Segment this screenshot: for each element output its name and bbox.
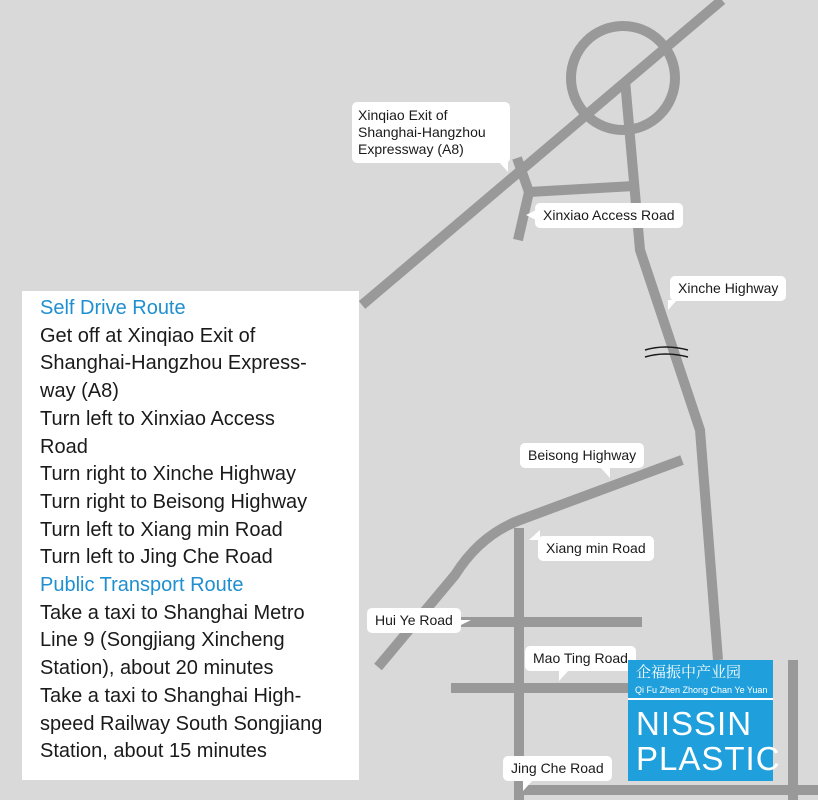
company-logo-line-1: NISSIN: [636, 705, 753, 742]
self-drive-line: Turn left to Xinxiao Access: [40, 407, 275, 430]
callout-xinche-highway-label: Xinche Highway: [678, 280, 779, 296]
public-transport-title: Public Transport Route: [40, 574, 244, 597]
callout-jing-che-road: [503, 756, 612, 781]
company-marker: [628, 660, 781, 781]
self-drive-line: Road: [40, 435, 88, 458]
callout-xiang-min-road: [538, 536, 654, 561]
company-name-cn: 企福振中产业园: [636, 664, 742, 681]
beisong-highway: [378, 460, 682, 667]
callout-xinqiao-exit: [352, 102, 510, 163]
callout-beisong-highway-label: Beisong Highway: [528, 447, 637, 463]
callout-mao-ting-road-label: Mao Ting Road: [533, 650, 628, 666]
callout-xinqiao-exit-line-1: Xinqiao Exit of: [358, 107, 448, 123]
company-logo-line-2: PLASTIC: [636, 740, 781, 777]
public-transport-line: speed Railway South Songjiang: [40, 712, 323, 735]
self-drive-line: Turn left to Xiang min Road: [40, 518, 283, 541]
callout-xinxiao-access-road-label: Xinxiao Access Road: [543, 207, 675, 223]
company-name-pinyin: Qi Fu Zhen Zhong Chan Ye Yuan: [635, 685, 768, 695]
xinche-highway: [625, 80, 718, 660]
public-transport-line: Station, about 15 minutes: [40, 740, 267, 763]
self-drive-line: Shanghai-Hangzhou Express-: [40, 352, 307, 375]
public-transport-line: Station), about 20 minutes: [40, 657, 274, 680]
callout-beisong-highway: [520, 443, 644, 468]
callout-xinche-highway: [670, 276, 786, 301]
xinxiao-access-road: [529, 186, 634, 192]
company-logo: [636, 706, 781, 776]
callout-hui-ye-road-label: Hui Ye Road: [375, 612, 453, 628]
callout-mao-ting-road: [525, 646, 636, 671]
self-drive-line: Turn right to Xinche Highway: [40, 463, 297, 486]
callout-xinqiao-exit-line-3: Expressway (A8): [358, 141, 464, 157]
self-drive-line: Get off at Xinqiao Exit of: [40, 324, 256, 347]
callout-hui-ye-road: [367, 608, 461, 633]
self-drive-title: Self Drive Route: [40, 297, 186, 319]
public-transport-line: Line 9 (Songjiang Xincheng: [40, 629, 285, 652]
callout-xinxiao-access-road: [535, 203, 683, 228]
self-drive-line: Turn left to Jing Che Road: [40, 546, 273, 569]
route-instructions-panel: [22, 291, 359, 780]
self-drive-line: way (A8): [40, 380, 119, 403]
callout-xinqiao-exit-line-2: Shanghai-Hangzhou: [358, 124, 486, 140]
callout-jing-che-road-label: Jing Che Road: [511, 760, 604, 776]
road-break-icon: [645, 347, 688, 357]
public-transport-line: Take a taxi to Shanghai High-: [40, 684, 302, 707]
company-divider: [628, 698, 773, 700]
public-transport-line: Take a taxi to Shanghai Metro: [40, 601, 305, 624]
callout-xiang-min-road-label: Xiang min Road: [546, 540, 646, 556]
self-drive-line: Turn right to Beisong Highway: [40, 490, 308, 513]
